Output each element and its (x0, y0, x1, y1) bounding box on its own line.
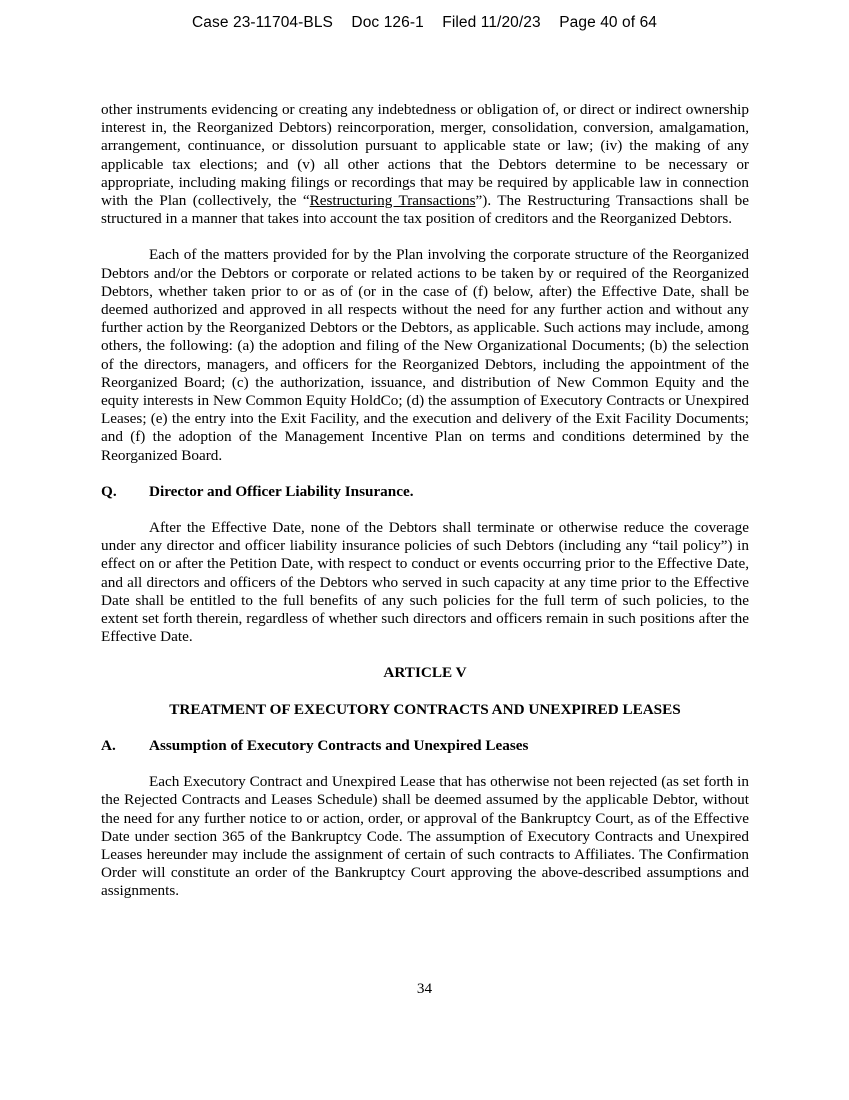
court-filing-header (0, 14, 849, 32)
paragraph-assumption: Each Executory Contract and Unexpired Lease that has otherwise not been rejected (as set forth in the Rejected Contracts and Leases Schedule) shall be deemed assumed by the applicable Debtor, without the need for any further notice to or action, order, or approval of the Bankruptcy Court, as of the Effective Date under section 365 of the Bankruptcy Code. The assumption of Executory Contracts and Unexpired Leases hereunder may include the assignment of certain of such contracts to Affiliates. The Confirmation Order will constitute an order of the Bankruptcy Court approving the above-described assumptions and assignments. (101, 773, 749, 900)
page-indicator: Page 40 of 64 (559, 14, 658, 31)
defined-term-restructuring-transactions: Restructuring Transactions (309, 192, 476, 210)
section-letter: A. (101, 736, 116, 754)
section-heading-a (101, 737, 749, 755)
paragraph-d-and-o-insurance: After the Effective Date, none of the Debtors shall terminate or otherwise reduce the coverage under any director and officer liability insurance policies of such Debtors (including any “tail policy”) in effect on or after the Petition Date, with respect to conduct or events occurring prior to the Effective Date, and all directors and officers of the Debtors who served in such capacity at any time prior to the Effective Date shall be entitled to the full benefits of any such policies for the full term of such policies, to the extent set forth therein, regardless of whether such directors and officers remain in such positions after the Effective Date. (101, 519, 749, 646)
paragraph-restructuring-continued: other instruments evidencing or creating any indebtedness or obligation of, or direct or indirect ownership interest in, the Reorganized Debtors) reincorporation, merger, consolidation, conversion, amalgamation, arrangement, continuance, or dissolution pursuant to applicable state or law; (iv) the making of any applicable tax elections; and (v) all other actions that the Debtors determine to be necessary or appropriate, including making filings or recordings that may be required by applicable law in connection with the Plan (collectively, the “Restructuring Transactions”). The Restructuring Transactions shall be structured in a manner that takes into account the tax position of creditors and the Reorganized Debtors. (101, 101, 749, 228)
filed-date: Filed 11/20/23 (442, 14, 541, 31)
article-number: ARTICLE V (383, 664, 467, 682)
document-number: Doc 126-1 (351, 14, 424, 31)
case-number: Case 23-11704-BLS (191, 14, 333, 31)
document-body (101, 101, 749, 901)
section-title: Assumption of Executory Contracts and Unexpired Leases (149, 736, 529, 754)
page-number: 34 (416, 980, 433, 997)
section-letter: Q. (101, 482, 117, 500)
section-title: Director and Officer Liability Insurance. (149, 482, 414, 500)
article-title: TREATMENT OF EXECUTORY CONTRACTS AND UNEXPIRED LEASES (169, 700, 681, 718)
section-heading-q (101, 483, 749, 501)
paragraph-corporate-actions: Each of the matters provided for by the Plan involving the corporate structure of the Reorganized Debtors and/or the Debtors or corporate or related actions to be taken by or required of the Reorganized Debtors, whether taken prior to or as of (or in the case of (f) below, after) the Effective Date, shall be deemed authorized and approved in all respects without the need for any further action and without any further action by the Reorganized Debtors or the Debtors, as applicable. Such actions may include, among others, the following: (a) the adoption and filing of the New Organizational Documents; (b) the selection of the directors, managers, and officers for the Reorganized Debtors, including the appointment of the Reorganized Board; (c) the authorization, issuance, and distribution of New Common Equity and the equity interests in New Common Equity HoldCo; (d) the assumption of Executory Contracts or Unexpired Leases; (e) the entry into the Exit Facility, and the execution and delivery of the Exit Facility Documents; and (f) the adoption of the Management Incentive Plan on terms and conditions determined by the Reorganized Board. (101, 246, 749, 464)
